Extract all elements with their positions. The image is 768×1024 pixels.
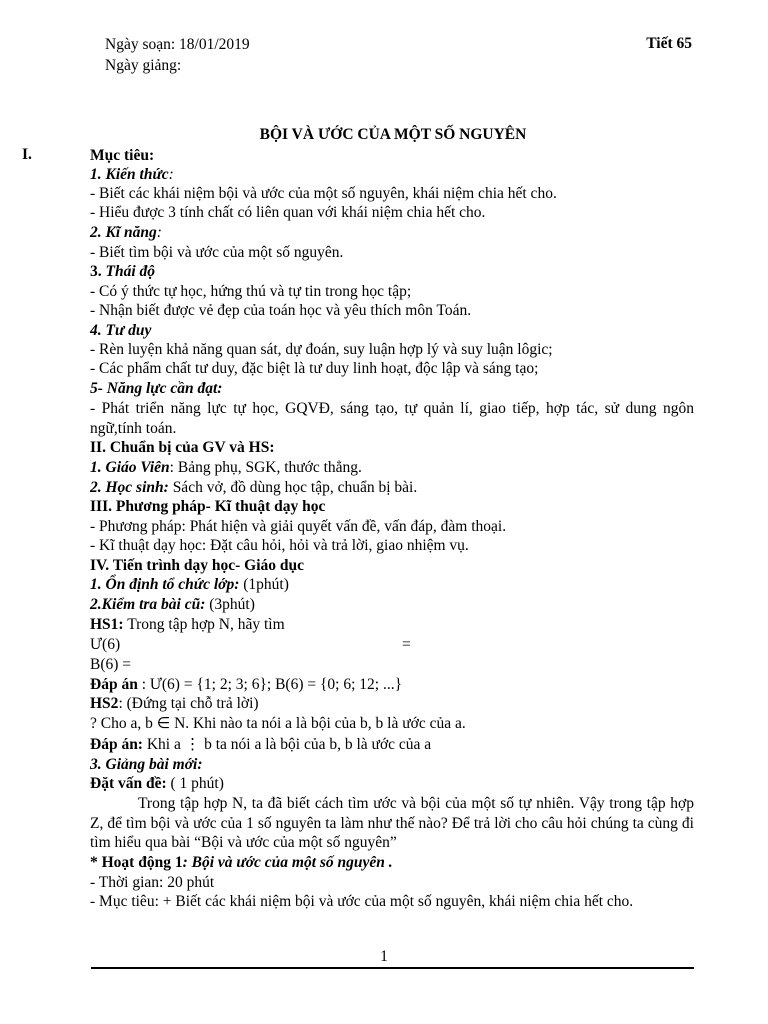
stabilize-time: (1phút) [239,576,289,593]
skill-heading-line [90,223,162,243]
attitude-item-1: - Có ý thức tự học, hứng thú và tự tin trong học tập; [90,283,412,300]
knowledge-colon: : [168,166,174,183]
teacher-prep-line [90,458,362,478]
answer1-label: Đáp án [90,676,138,693]
process-heading: IV. Tiến trình dạy học- Giáo dục [90,557,305,574]
knowledge-item-2: - Hiểu được 3 tính chất có liên quan với khái niệm chia hết cho. [90,204,486,221]
knowledge-heading: 1. Kiến thức [90,166,169,183]
date-taught: Ngày giảng: [105,57,182,74]
stabilize-line [90,575,289,595]
attitude-item-2: - Nhận biết được vẻ đẹp của toán học và yêu thích môn Toán. [90,302,472,319]
date-prepared: Ngày soạn: 18/01/2019 [105,36,250,53]
teacher-text: : Bảng phụ, SGK, thước thẳng. [169,459,362,476]
stabilize-label: 1. Ổn định tổ chức lớp: [90,576,240,593]
problem-time: ( 1 phút) [166,775,224,792]
u6-equals: = [402,636,411,653]
attitude-number: 3. [90,263,106,280]
hs2-label: HS2 [90,695,119,712]
thinking-item-1: - Rèn luyện khả năng quan sát, dự đoán, suy luận hợp lý và suy luận lôgic; [90,341,553,358]
problem-label: Đặt vấn đề: [90,775,167,792]
answer2-line [90,735,431,755]
hs2-text: : (Đứng tại chỗ trả lời) [118,695,259,712]
attitude-heading: Thái độ [105,263,156,280]
objectives-heading: Mục tiêu: [90,147,155,164]
activity1-title: : Bội và ước của một số nguyên . [182,854,393,871]
student-prep-line [90,478,417,498]
knowledge-heading-line [90,165,174,185]
check-label: 2.Kiểm tra bài cũ: [90,596,206,613]
answer2-text: Khi a ⋮ b ta nói a là bội của b, b là ước của a [142,736,432,753]
attitude-heading-line [90,262,155,282]
preparation-heading: II. Chuẩn bị của GV và HS: [90,439,275,456]
activity1-line [90,853,393,873]
thinking-heading: 4. Tư duy [90,322,152,339]
student-text: Sách vở, đồ dùng học tập, chuẩn bị bài. [168,479,418,496]
activity1-label: * Hoạt động 1 [90,854,183,871]
competency-heading: 5- Năng lực cần đạt: [90,380,223,397]
hs1-line [90,615,285,635]
page-number: 1 [380,948,388,965]
skill-item-1: - Biết tìm bội và ước của một số nguyên. [90,244,344,261]
u6-label: Ư(6) [90,636,121,653]
section-numeral: I. [22,146,32,163]
competency-text: - Phát triển năng lực tự học, GQVĐ, sáng tạo, tự quản lí, giao tiếp, hợp tác, sử dung ngôn ngữ,tính toán. [90,400,694,437]
check-line [90,595,255,615]
hs1-label: HS1: [90,616,124,633]
lesson-title: BỘI VÀ ƯỚC CỦA MỘT SỐ NGUYÊN [259,126,527,143]
answer1-line [90,675,402,695]
period-number: Tiết 65 [646,35,692,52]
teacher-label: 1. Giáo Viên [90,459,170,476]
skill-heading: 2. Kĩ năng [90,224,157,241]
b6-label: B(6) = [90,656,132,673]
methods-item-1: - Phương pháp: Phát hiện và giải quyết vấn đề, vấn đáp, đàm thoại. [90,518,507,535]
new-lesson-heading: 3. Giảng bài mới: [90,756,203,773]
thinking-item-2: - Các phẩm chất tư duy, đặc biệt là tư duy linh hoạt, độc lập và sáng tạo; [90,360,539,377]
problem-line [90,774,224,794]
knowledge-item-1: - Biết các khái niệm bội và ước của một số nguyên, khái niệm chia hết cho. [90,185,557,202]
answer2-label: Đáp án: [90,736,143,753]
student-label: 2. Học sinh: [90,479,169,496]
skill-colon: : [156,224,162,241]
question-text: ? Cho a, b ∈ N. Khi nào ta nói a là bội của b, b là ước của a. [90,715,466,732]
answer1-text: : Ư(6) = {1; 2; 3; 6}; B(6) = {0; 6; 12; ...} [137,676,403,693]
methods-item-2: - Kĩ thuật dạy học: Đặt câu hỏi, hỏi và trả lời, giao nhiệm vụ. [90,537,469,554]
goal-text: - Mục tiêu: + Biết các khái niệm bội và ước của một số nguyên, khái niệm chia hết cho. [90,893,634,910]
footer-divider [91,967,694,969]
problem-paragraph: Trong tập hợp N, ta đã biết cách tìm ước và bội của một số tự nhiên. Vậy trong tập hợp Z, để tìm bội và ước của 1 số nguyên ta làm như thế nào? Để trả lời cho câu hỏi chúng ta cùng đi tìm hiểu qua bài “Bội và ước của một số nguyên” [90,795,694,851]
methods-heading: III. Phương pháp- Kĩ thuật dạy học [90,498,326,515]
time-text: - Thời gian: 20 phút [90,874,215,891]
check-time: (3phút) [205,596,255,613]
hs1-text: Trong tập hợp N, hãy tìm [123,616,285,633]
hs2-line [90,694,259,714]
